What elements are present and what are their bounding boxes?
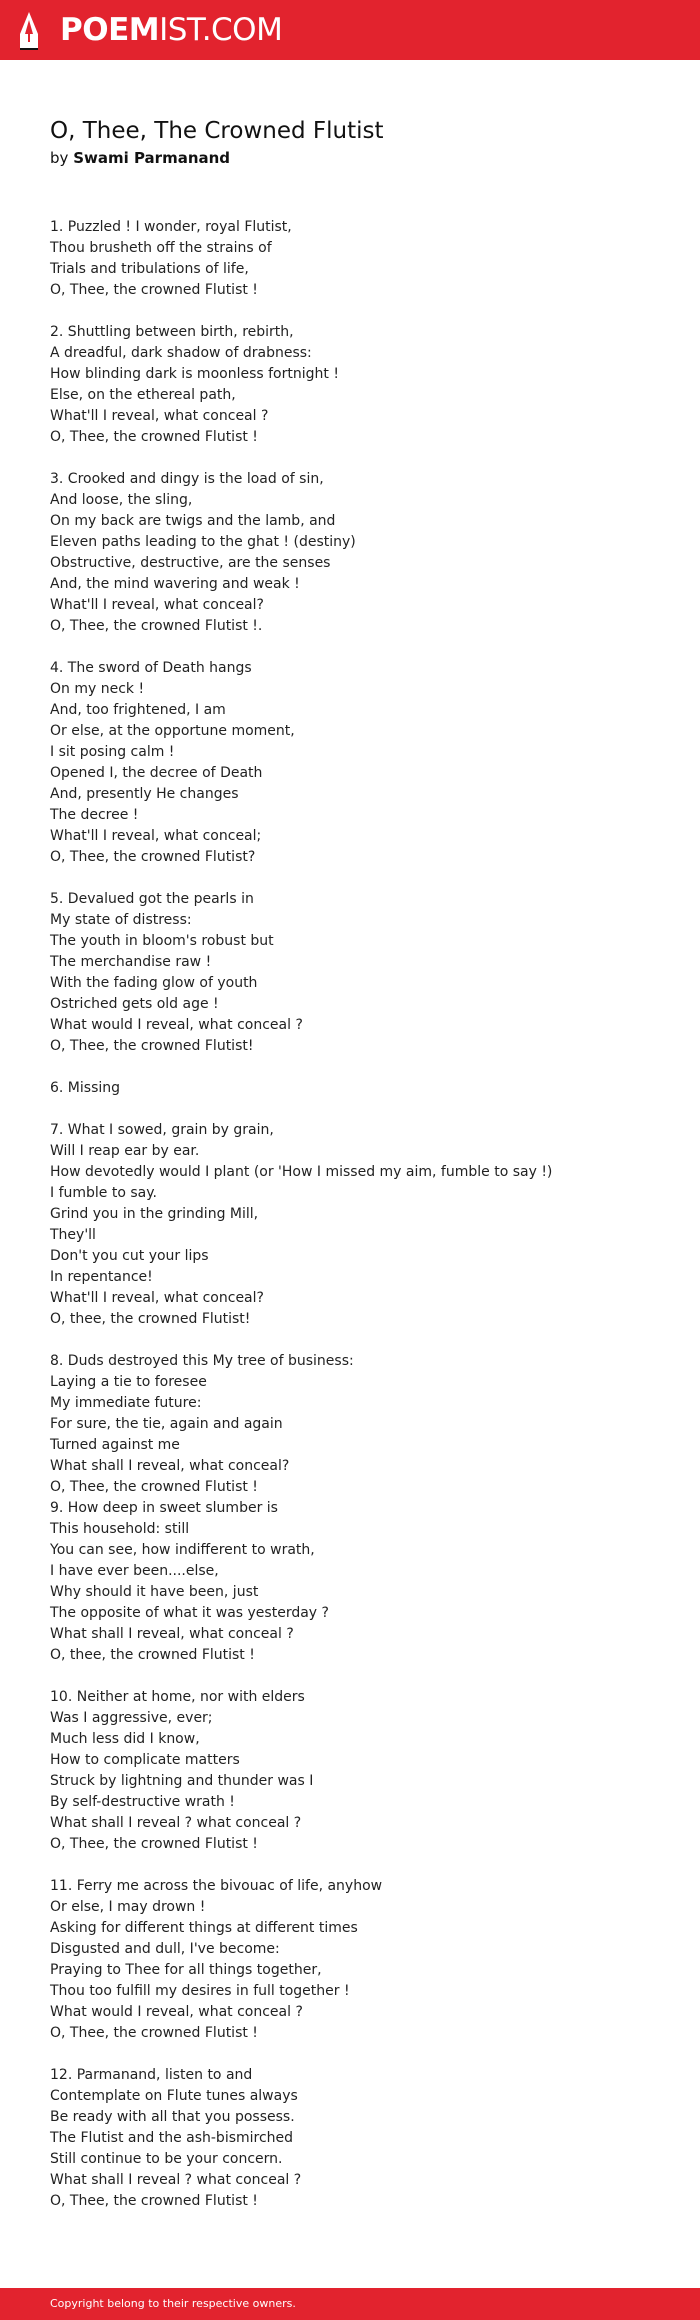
poem-line: This household: still [50,1521,190,1537]
poem-line: O, thee, the crowned Flutist ! [50,1647,255,1663]
poem-line: O, Thee, the crowned Flutist ! [50,282,258,298]
poem-line: What shall I reveal ? what conceal ? [50,1815,302,1831]
poem-line: Thou too fulfill my desires in full together ! [50,1983,350,1999]
poem-line: In repentance! [50,1269,153,1285]
poem-line: Grind you in the grinding Mill, [50,1206,259,1222]
poem-line: 4. The sword of Death hangs [50,660,252,676]
site-header [0,0,700,60]
stanza-break [50,1855,552,1876]
poem-line: 3. Crooked and dingy is the load of sin, [50,471,324,487]
poem-line: With the fading glow of youth [50,975,258,991]
poem-line: What'll I reveal, what conceal? [50,597,264,613]
poem-line: What'll I reveal, what conceal? [50,1290,264,1306]
poem-line: How devotedly would I plant (or 'How I missed my aim, fumble to say !) [50,1164,553,1180]
poem-line: 2. Shuttling between birth, rebirth, [50,324,294,340]
copyright-text: Copyright belong to their respective owners. [50,2297,296,2310]
poem-line: Eleven paths leading to the ghat ! (destiny) [50,534,356,550]
poem-line: Opened I, the decree of Death [50,765,263,781]
poem-line: The decree ! [50,807,139,823]
poem-line: Don't you cut your lips [50,1248,209,1264]
poem-line: O, Thee, the crowned Flutist ! [50,2193,258,2209]
poem-line: My immediate future: [50,1395,202,1411]
poem-line: 7. What I sowed, grain by grain, [50,1122,274,1138]
stanza-break [50,2044,552,2065]
poem-line: On my back are twigs and the lamb, and [50,513,336,529]
poem-line: Or else, at the opportune moment, [50,723,295,739]
poem-line: 8. Duds destroyed this My tree of business: [50,1353,354,1369]
poem-line: 5. Devalued got the pearls in [50,891,254,907]
poem-title: O, Thee, The Crowned Flutist [50,118,384,144]
poem-line: O, Thee, the crowned Flutist ! [50,2025,258,2041]
stanza-break [50,637,552,658]
poem-line: What shall I reveal, what conceal? [50,1458,290,1474]
poem-line: What would I reveal, what conceal ? [50,1017,303,1033]
poem-line: A dreadful, dark shadow of drabness: [50,345,312,361]
poem-line: They'll [50,1227,96,1243]
poem-line: O, Thee, the crowned Flutist? [50,849,256,865]
poem-line: The merchandise raw ! [50,954,212,970]
poem-line: I sit posing calm ! [50,744,175,760]
poem-line: What shall I reveal ? what conceal ? [50,2172,302,2188]
site-brand [60,10,282,50]
stanza-break [50,1057,552,1078]
poem-line: Thou brusheth off the strains of [50,240,272,256]
poem-line: 11. Ferry me across the bivouac of life, anyhow [50,1878,383,1894]
poem-line: Be ready with all that you possess. [50,2109,295,2125]
pen-nib-icon [18,10,40,50]
by-label: by [50,149,69,167]
poem-line: By self-destructive wrath ! [50,1794,235,1810]
stanza-break [50,868,552,889]
poem-line: 10. Neither at home, nor with elders [50,1689,305,1705]
poem-line: I fumble to say. [50,1185,157,1201]
poem-line: On my neck ! [50,681,145,697]
poem-heading [50,115,670,169]
poem-line: And, the mind wavering and weak ! [50,576,300,592]
poem-author: Swami Parmanand [73,149,231,167]
poem-line: 1. Puzzled ! I wonder, royal Flutist, [50,219,292,235]
poem-line: Much less did I know, [50,1731,200,1747]
poem-line: The youth in bloom's robust but [50,933,274,949]
poem-line: Struck by lightning and thunder was I [50,1773,314,1789]
brand-light: IST.COM [159,12,283,48]
poem-line: And loose, the sling, [50,492,193,508]
poem-line: What'll I reveal, what conceal; [50,828,262,844]
poem-line: O, Thee, the crowned Flutist ! [50,1836,258,1852]
poem-line: What'll I reveal, what conceal ? [50,408,269,424]
poem-line: Obstructive, destructive, are the senses [50,555,331,571]
poem-line: Laying a tie to foresee [50,1374,207,1390]
poem-byline [50,147,670,169]
stanza-break [50,448,552,469]
poem-line: Or else, I may drown ! [50,1899,206,1915]
stanza-break [50,1099,552,1120]
stanza-break [50,1666,552,1687]
poem-line: O, thee, the crowned Flutist! [50,1311,251,1327]
poem-line: You can see, how indifferent to wrath, [50,1542,315,1558]
poem-line: And, too frightened, I am [50,702,226,718]
poem-line: Still continue to be your concern. [50,2151,283,2167]
poem-line: O, Thee, the crowned Flutist ! [50,1479,258,1495]
poem-line: The Flutist and the ash-bismirched [50,2130,294,2146]
poem-line: Why should it have been, just [50,1584,259,1600]
poem-line: I have ever been....else, [50,1563,219,1579]
poem-line: Will I reap ear by ear. [50,1143,200,1159]
site-logo[interactable] [18,10,282,50]
poem-line: For sure, the tie, again and again [50,1416,283,1432]
stanza-break [50,1330,552,1351]
poem-line: Asking for different things at different times [50,1920,358,1936]
poem-line: Else, on the ethereal path, [50,387,236,403]
poem-line: How to complicate matters [50,1752,240,1768]
poem-line: What shall I reveal, what conceal ? [50,1626,294,1642]
poem-line: Praying to Thee for all things together, [50,1962,322,1978]
poem-line: O, Thee, the crowned Flutist! [50,1038,254,1054]
poem-line: Turned against me [50,1437,180,1453]
poem-line: Contemplate on Flute tunes always [50,2088,298,2104]
site-footer [0,2288,700,2320]
poem-line: 12. Parmanand, listen to and [50,2067,253,2083]
poem-line: Was I aggressive, ever; [50,1710,213,1726]
poem-line: What would I reveal, what conceal ? [50,2004,303,2020]
poem-line: O, Thee, the crowned Flutist !. [50,618,263,634]
poem-line: Trials and tribulations of life, [50,261,249,277]
poem-line: How blinding dark is moonless fortnight ! [50,366,339,382]
poem-body [50,217,552,2212]
poem-line: The opposite of what it was yesterday ? [50,1605,329,1621]
poem-line: Disgusted and dull, I've become: [50,1941,280,1957]
poem-line: And, presently He changes [50,786,239,802]
stanza-break [50,301,552,322]
poem-line: O, Thee, the crowned Flutist ! [50,429,258,445]
brand-bold: POEM [60,12,160,48]
poem-line: 6. Missing [50,1080,121,1096]
poem-line: 9. How deep in sweet slumber is [50,1500,278,1516]
poem-line: My state of distress: [50,912,192,928]
poem-line: Ostriched gets old age ! [50,996,219,1012]
